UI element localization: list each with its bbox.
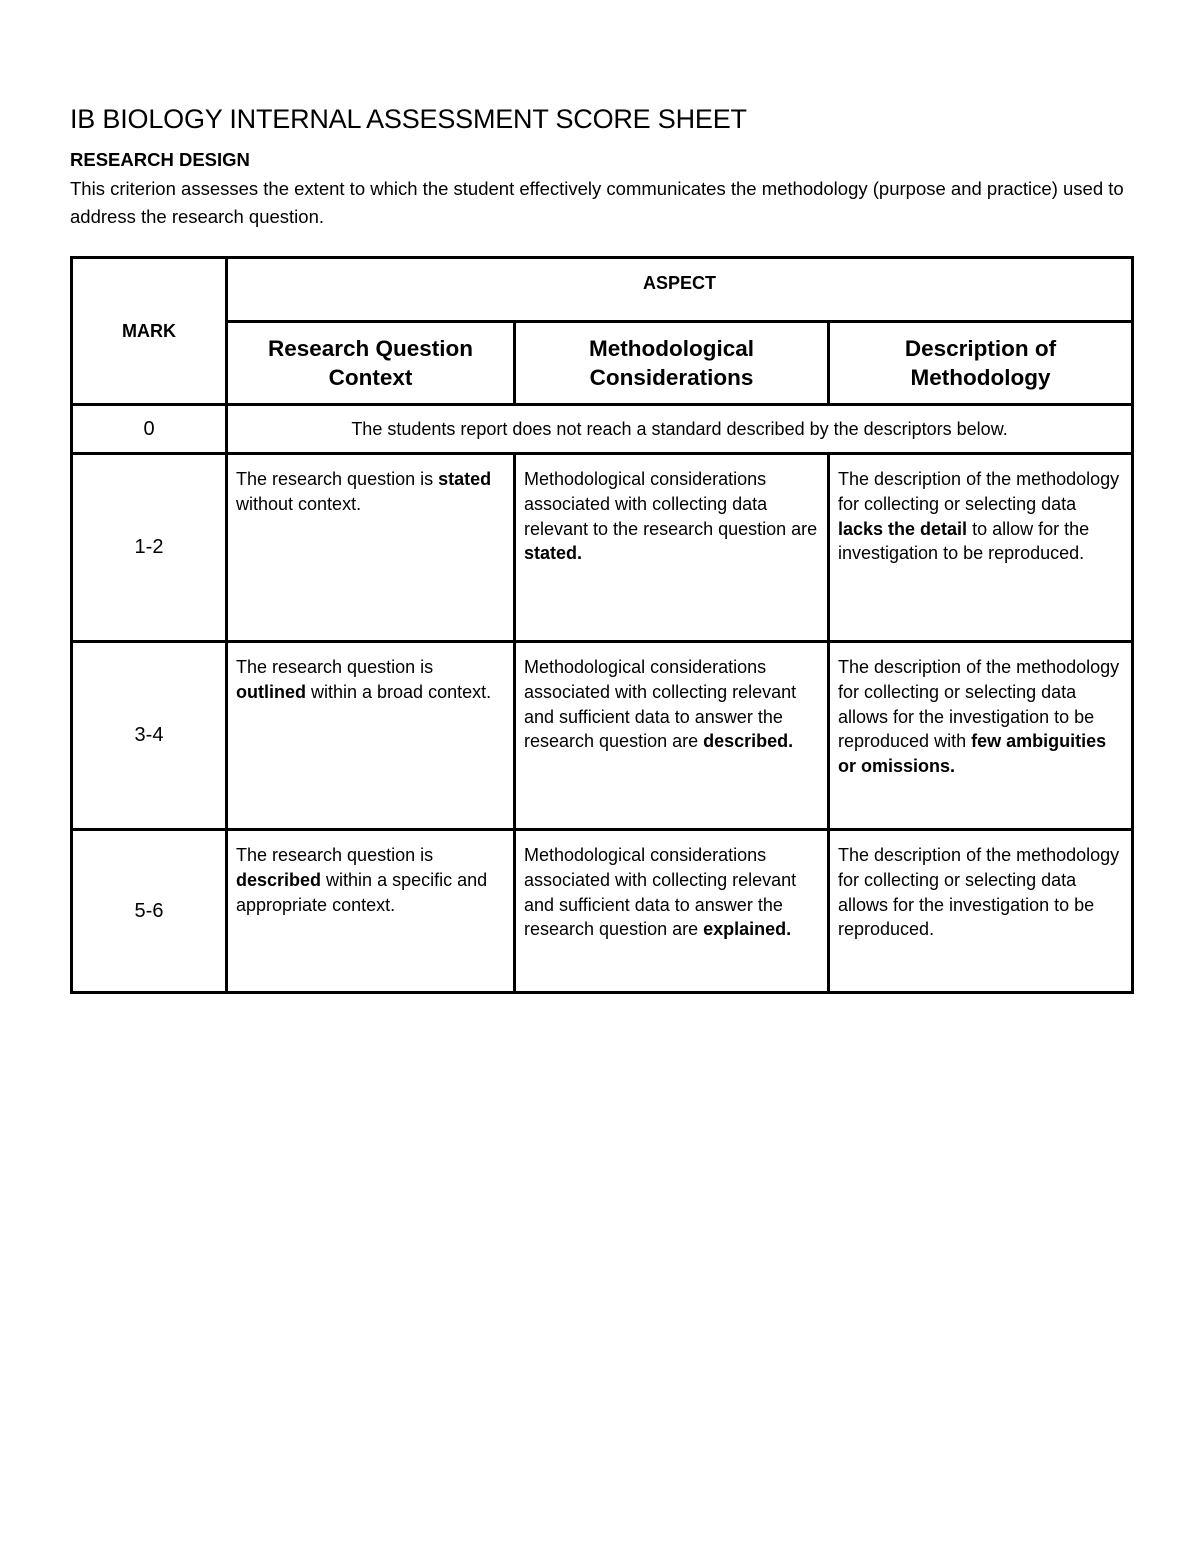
descriptor-research-question: The research question is described within a specific and appropriate context. <box>227 830 515 993</box>
column-header-methodological-considerations <box>515 322 829 405</box>
column-header-line: Description of <box>904 336 1057 361</box>
column-header-description-of-methodology <box>829 322 1133 405</box>
descriptor-research-question: The research question is stated without context. <box>227 454 515 642</box>
table-row-0 <box>72 405 1133 454</box>
descriptor-methodology: The description of the methodology for collecting or selecting data allows for the investigation to be reproduced with few ambiguities or omissions. <box>829 642 1133 830</box>
column-header-line: Considerations <box>589 365 754 390</box>
table-row-5-6 <box>72 830 1133 993</box>
section-description: This criterion assesses the extent to which the student effectively communicates the methodology (purpose and practice) used to address the research question. <box>70 178 1124 227</box>
column-header-line: Methodological <box>589 336 754 361</box>
aspect-header: ASPECT <box>227 258 1133 322</box>
descriptor-methodological-considerations: Methodological considerations associated with collecting relevant and sufficient data to answer the research question are explained. <box>515 830 829 993</box>
descriptor-research-question: The research question is outlined within a broad context. <box>227 642 515 830</box>
column-header-line: Context <box>328 365 413 390</box>
mark-header: MARK <box>72 258 227 405</box>
mark-cell: 0 <box>72 405 227 454</box>
descriptor-methodology: The description of the methodology for collecting or selecting data lacks the detail to allow for the investigation to be reproduced. <box>829 454 1133 642</box>
table-row-1-2 <box>72 454 1133 642</box>
section-heading: RESEARCH DESIGN <box>70 149 250 170</box>
column-header-line: Methodology <box>910 365 1051 390</box>
mark-cell: 3-4 <box>72 642 227 830</box>
zero-descriptor: The students report does not reach a standard described by the descriptors below. <box>227 405 1133 454</box>
descriptor-methodological-considerations: Methodological considerations associated with collecting relevant and sufficient data to answer the research question are described. <box>515 642 829 830</box>
mark-cell: 1-2 <box>72 454 227 642</box>
page-title: IB BIOLOGY INTERNAL ASSESSMENT SCORE SHEET <box>70 104 747 134</box>
rubric-table <box>70 256 1134 994</box>
column-header-line: Research Question <box>267 336 474 361</box>
header-row-aspect <box>72 258 1133 322</box>
header-row-columns <box>72 322 1133 405</box>
descriptor-methodology: The description of the methodology for collecting or selecting data allows for the investigation to be reproduced. <box>829 830 1133 993</box>
table-row-3-4 <box>72 642 1133 830</box>
descriptor-methodological-considerations: Methodological considerations associated with collecting data relevant to the research question are stated. <box>515 454 829 642</box>
column-header-research-question-context <box>227 322 515 405</box>
mark-cell: 5-6 <box>72 830 227 993</box>
